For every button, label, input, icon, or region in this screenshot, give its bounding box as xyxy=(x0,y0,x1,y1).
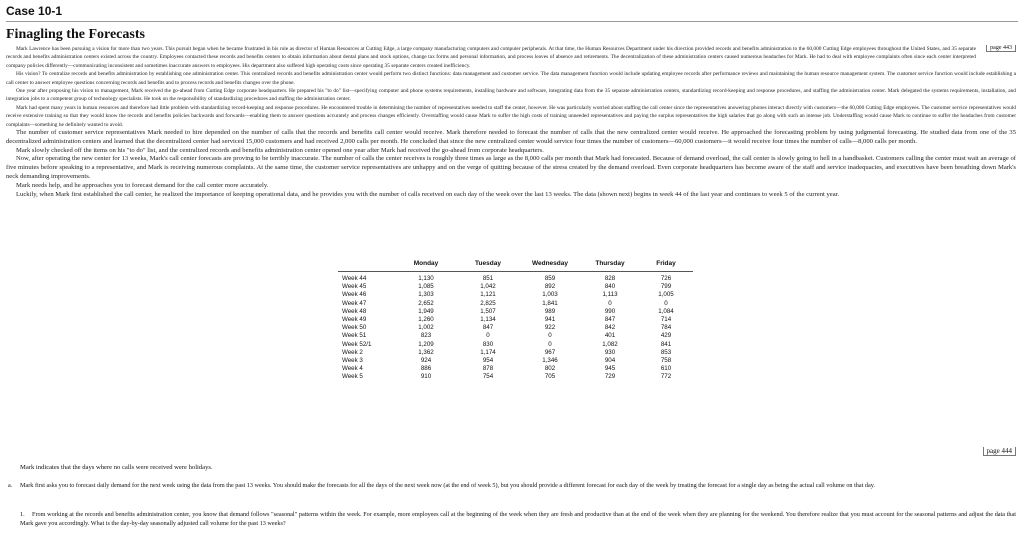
question-marker: 1. xyxy=(20,511,25,518)
table-cell: 1,085 xyxy=(418,283,434,291)
table-cell: 758 xyxy=(660,356,672,364)
table-cell: 429 xyxy=(660,332,672,340)
table-row xyxy=(338,349,1024,357)
header-divider xyxy=(6,21,1018,22)
table-cell: 1,209 xyxy=(418,340,434,348)
column-header: Friday xyxy=(656,260,676,267)
table-cell: 924 xyxy=(420,356,432,364)
table-row xyxy=(338,365,1024,373)
table-cell: 847 xyxy=(482,324,494,332)
table-cell: 892 xyxy=(544,283,556,291)
table-row xyxy=(338,357,1024,365)
week-label: Week 4 xyxy=(342,365,363,373)
table-cell: 1,005 xyxy=(658,291,674,299)
week-label: Week 3 xyxy=(342,356,363,364)
table-row xyxy=(338,373,1024,381)
table-cell: 1,113 xyxy=(602,291,618,299)
table-cell: 1,042 xyxy=(480,283,496,291)
column-header: Wednesday xyxy=(531,260,568,267)
paragraph: The number of customer service representatives Mark needed to hire depended on the number of calls that the records and benefits call center would receive. Mark therefore needed to forecast the number of calls that the new centralized center would receive. He approached the forecasting problem by using judgmental forecasting. He studied data from one of the 35 decentralized administration centers and learned that the decentralized center had serviced 15,000 customers and had received 2,000 calls per month. He concluded that since the new centralized center would service four times the number of customers—60,000 customers—it would receive four times the number of calls—8,000 calls per month. xyxy=(6,129,1016,145)
table-cell: 1,362 xyxy=(418,348,434,356)
table-cell: 0 xyxy=(486,332,490,340)
table-cell: 2,652 xyxy=(418,299,434,307)
table-cell: 823 xyxy=(420,332,432,340)
column-header: Tuesday xyxy=(475,260,501,267)
table-cell: 726 xyxy=(660,275,672,282)
table-header xyxy=(338,258,1024,271)
question-a xyxy=(8,481,1016,490)
paragraph: Now, after operating the new center for 13 weeks, Mark's call center forecasts are proving to be terribly inaccurate. The number of calls the center receives is roughly three times as large as the 8,000 calls per month that Mark had forecasted. Because of demand overload, the call center is slowly going to hell in a handbasket. Customers calling the center must wait an average of five minutes before speaking to a representative, and Mark is receiving numerous complaints. At the same time, the customer service representatives are unhappy and on the verge of quitting because of the stress created by the demand overload. Even corporate headquarters has become aware of the staff and service inadequacies, and executives have been breathing down Mark's neck demanding improvements. xyxy=(6,155,1016,181)
table-cell: 784 xyxy=(660,324,672,332)
week-label: Week 48 xyxy=(342,307,367,315)
table-cell: 714 xyxy=(660,315,672,323)
week-label: Week 46 xyxy=(342,291,367,299)
table-cell: 930 xyxy=(604,348,616,356)
table-header-rule xyxy=(338,271,693,272)
table-row xyxy=(338,283,1024,291)
week-label: Week 2 xyxy=(342,348,363,356)
table-cell: 772 xyxy=(660,373,672,381)
table-body xyxy=(338,275,1024,381)
week-label: Week 44 xyxy=(342,275,367,282)
paragraph: His vision? To centralize records and benefits administration by establishing one administration center. This centralized records and benefits administration center would perform two distinct functions: data management and customer service. The data management function would include updating employee records after performance reviews and maintaining the human resource management system. The customer service function would include establishing a call center to answer employee questions concerning records and benefits and to process records and benefits changes over the phone. xyxy=(6,71,1016,86)
week-label: Week 50 xyxy=(342,324,367,332)
column-header: Thursday xyxy=(595,260,625,267)
case-title: Finagling the Forecasts xyxy=(6,27,145,42)
table-cell: 754 xyxy=(482,373,494,381)
table-cell: 886 xyxy=(420,365,432,373)
holiday-note: Mark indicates that the days where no calls were received were holidays. xyxy=(20,464,213,471)
table-cell: 941 xyxy=(544,315,556,323)
table-cell: 1,303 xyxy=(418,291,434,299)
table-cell: 945 xyxy=(604,365,616,373)
table-row xyxy=(338,300,1024,308)
table-row xyxy=(338,341,1024,349)
table-cell: 954 xyxy=(482,356,494,364)
table-cell: 842 xyxy=(604,324,616,332)
table-cell: 1,002 xyxy=(418,324,434,332)
table-cell: 610 xyxy=(660,365,672,373)
table-cell: 853 xyxy=(660,348,672,356)
week-label: Week 45 xyxy=(342,283,367,291)
table-cell: 2,825 xyxy=(480,299,496,307)
table-row xyxy=(338,308,1024,316)
table-cell: 1,174 xyxy=(480,348,496,356)
question-1 xyxy=(20,510,1016,528)
table-cell: 0 xyxy=(548,332,552,340)
column-header: Monday xyxy=(413,260,439,267)
week-label: Week 47 xyxy=(342,299,367,307)
calls-table xyxy=(338,258,1024,381)
table-row xyxy=(338,275,1024,283)
table-cell: 705 xyxy=(544,373,556,381)
paragraph: Luckily, when Mark first established the call center, he realized the importance of keeping operational data, and he provides you with the number of calls received on each day of the week over the last 13 weeks. The data (shown next) begins in week 44 of the last year and continues to week 5 of the current year. xyxy=(16,190,840,198)
table-cell: 841 xyxy=(660,340,672,348)
table-cell: 1,003 xyxy=(542,291,558,299)
table-cell: 1,130 xyxy=(418,275,434,282)
table-cell: 401 xyxy=(604,332,616,340)
table-row xyxy=(338,332,1024,340)
case-label: Case 10-1 xyxy=(6,4,63,18)
table-cell: 1,841 xyxy=(542,299,558,307)
table-cell: 1,121 xyxy=(480,291,496,299)
paragraph: One year after proposing his vision to management, Mark received the go-ahead from Cutting Edge corporate headquarters. He prepared his "to do" list—specifying computer and phone systems requirements, installing hardware and software, integrating data from the 35 separate administration centers, standardizing record-keeping and response procedures, and staffing the administration center. Mark delegated the systems requirements, installation, and integration jobs to a competent group of technology specialists. He took on the responsibility of standardizing procedures and staffing the administration center. xyxy=(6,88,1016,103)
table-cell: 0 xyxy=(548,340,552,348)
table-cell: 1,082 xyxy=(602,340,618,348)
table-cell: 904 xyxy=(604,356,616,364)
table-cell: 878 xyxy=(482,365,494,373)
table-cell: 729 xyxy=(604,373,616,381)
week-label: Week 51 xyxy=(342,332,367,340)
case-body xyxy=(6,45,1016,199)
table-cell: 1,084 xyxy=(658,307,674,315)
table-row xyxy=(338,291,1024,299)
table-cell: 989 xyxy=(544,307,556,315)
table-cell: 0 xyxy=(664,299,668,307)
table-cell: 847 xyxy=(604,315,616,323)
week-label: Week 49 xyxy=(342,315,367,323)
table-row xyxy=(338,324,1024,332)
question-text: Mark first asks you to forecast daily demand for the next week using the data from the past 13 weeks. You should make the forecasts for all the days of the next week now (at the end of week 5), but you should provide a different forecast for each day of the week by treating the forecast for a single day as being the actual call volume on that day. xyxy=(20,482,875,489)
table-cell: 830 xyxy=(482,340,494,348)
table-cell: 0 xyxy=(608,299,612,307)
table-row xyxy=(338,316,1024,324)
paragraph: Mark had spent many years in human resources and therefore had little problem with standardizing record-keeping and response procedures. He encountered trouble in determining the number of representatives needed to staff the center, however. He was particularly worried about staffing the call center since the representatives answering phones interact directly with customers—the 60,000 Cutting Edge employees. The customer service representatives would receive extensive training so that they would know the records and benefits policies backwards and forwards—enabling them to answer questions accurately and process changes efficiently. Overstaffing would cause Mark to suffer the high costs of training unneeded representatives and paying the surplus representatives the high salaries that go along with such an intense job. Understaffing would cause Mark to continue to suffer the headaches from customer complaints—something he definitely wanted to avoid. xyxy=(6,104,1016,128)
table-cell: 922 xyxy=(544,324,556,332)
table-cell: 910 xyxy=(420,373,432,381)
table-cell: 1,134 xyxy=(480,315,496,323)
table-cell: 828 xyxy=(604,275,616,282)
table-cell: 851 xyxy=(482,275,494,282)
table-cell: 1,260 xyxy=(418,315,434,323)
table-cell: 799 xyxy=(660,283,672,291)
table-cell: 967 xyxy=(544,348,556,356)
paragraph: Mark slowly checked off the items on his "to do" list, and the centralized records and benefits administration center opened one year after Mark had received the go-ahead from corporate headquarters. xyxy=(16,146,544,154)
table-cell: 1,346 xyxy=(542,356,558,364)
question-text: From working at the records and benefits administration center, you know that demand follows "seasonal" patterns within the week. For example, more employees call at the beginning of the week when they are fresh and productive than at the end of the week when they are planning for the weekend. You therefore realize that you must account for the seasonal patterns and adjust the data that Mark gave you accordingly. What is the day-by-day seasonally adjusted call volume for the past 13 weeks? xyxy=(20,511,1016,527)
paragraph: Mark needs help, and he approaches you to forecast demand for the call center more accurately. xyxy=(16,181,269,189)
paragraph: Mark Lawrence has been pursuing a vision for more than two years. This pursuit began when he became frustrated in his role as director of Human Resources at Cutting Edge, a large company manufacturing computers and computer peripherals. At that time, the Human Resources Department under his direction provided records and benefits administration to the 60,000 Cutting Edge employees throughout the United States, and 35 separate records and benefits administration centers existed across the country. Employees contacted these records and benefits centers to obtain information about dental plans and stock options, change tax forms and personal information, and process leaves of absence and retirements. The decentralization of these administration centers caused numerous headaches for Mark. He had to deal with employee complaints often since each center interpreted company policies differently—communicating inconsistent and sometimes inaccurate answers to employees. His department also suffered high operating costs since operating 35 separate centers created inefficiency. xyxy=(6,46,976,69)
table-cell: 840 xyxy=(604,283,616,291)
page-tag-443: page 443 xyxy=(986,45,1016,52)
week-label: Week 52/1 xyxy=(342,340,372,348)
table-cell: 990 xyxy=(604,307,616,315)
page-tag-444: page 444 xyxy=(983,447,1016,456)
table-cell: 859 xyxy=(544,275,556,282)
week-label: Week 5 xyxy=(342,373,363,381)
question-marker: a. xyxy=(8,482,13,489)
table-cell: 802 xyxy=(544,365,556,373)
table-cell: 1,949 xyxy=(418,307,434,315)
table-cell: 1,507 xyxy=(480,307,496,315)
